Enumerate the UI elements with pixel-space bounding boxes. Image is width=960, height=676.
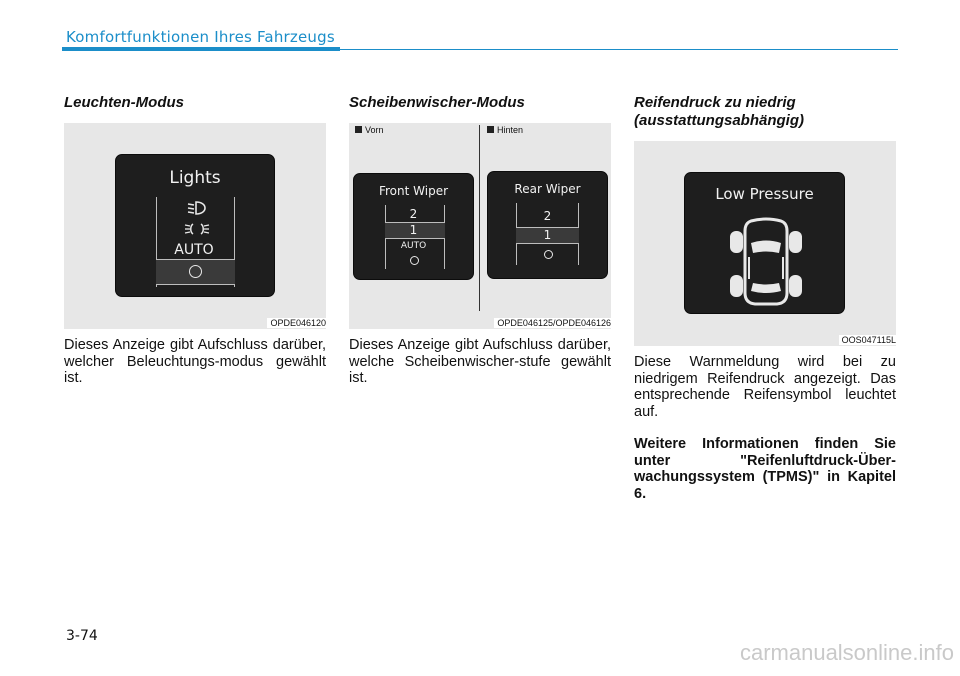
heading-low-pressure: Reifendruck zu niedrig (ausstattungsabhängig) (634, 94, 805, 129)
lights-display (115, 154, 275, 297)
figure-wipers (349, 123, 611, 329)
off-circle-icon (189, 265, 202, 278)
low-pressure-title: Low Pressure (715, 185, 814, 203)
column-lights-mode (64, 94, 326, 387)
rear-wiper-level-1: 1 (543, 228, 552, 242)
low-pressure-display (684, 172, 845, 314)
lights-screen-title: Lights (169, 168, 221, 188)
rear-wiper-title: Rear Wiper (514, 182, 581, 196)
parking-light-icon (184, 221, 210, 237)
low-beam-icon (186, 200, 208, 216)
front-wiper-title: Front Wiper (378, 184, 449, 198)
heading-wiper-mode: Scheibenwischer-Modus (349, 94, 525, 111)
figure-code: OPDE046120 (267, 318, 326, 328)
off-circle-icon (544, 250, 553, 259)
label-rear: Hinten (487, 125, 523, 135)
heading-lights-mode: Leuchten-Modus (64, 94, 184, 111)
front-wiper-level-2: 2 (409, 207, 418, 221)
figure-low-pressure (634, 141, 896, 346)
front-wiper-auto: AUTO (400, 241, 427, 251)
figure-code: OPDE046125/OPDE046126 (494, 318, 611, 328)
label-front: Vorn (355, 125, 384, 135)
off-circle-icon (410, 256, 419, 265)
figure-code: OOS047115L (839, 335, 896, 345)
figure-divider (479, 125, 480, 311)
rear-wiper-display (487, 171, 608, 279)
rear-wiper-level-2: 2 (543, 209, 552, 223)
front-wiper-level-1: 1 (409, 223, 418, 237)
lights-menu-auto: AUTO (174, 242, 214, 258)
header-accent-bar (62, 47, 340, 51)
figure-lights (64, 123, 326, 329)
square-bullet-icon (355, 126, 362, 133)
column-low-pressure (634, 94, 896, 502)
page-number: 3-74 (66, 628, 98, 644)
lights-description: Dieses Anzeige gibt Aufschluss darüber, welcher Beleuchtungs-modus gewählt ist. (64, 337, 326, 386)
tpms-reference-note: Weitere Informationen finden Sie unter "Reifenluftdruck-Über-wachungssystem (TPMS)" in Kapitel 6. (634, 436, 896, 502)
square-bullet-icon (487, 126, 494, 133)
front-wiper-display (353, 173, 474, 280)
watermark: carmanualsonline.info (739, 640, 954, 665)
low-pressure-description: Diese Warnmeldung wird bei zu niedrigem Reifendruck angezeigt. Das entsprechende Reifensymbol leuchtet auf. (634, 354, 896, 420)
wiper-description: Dieses Anzeige gibt Aufschluss darüber, welche Scheibenwischer-stufe gewählt ist. (349, 337, 611, 386)
header-rule (340, 49, 898, 50)
car-tire-pressure-icon (727, 217, 805, 307)
column-wiper-mode (349, 94, 611, 387)
section-title: Komfortfunktionen Ihres Fahrzeugs (66, 28, 335, 46)
